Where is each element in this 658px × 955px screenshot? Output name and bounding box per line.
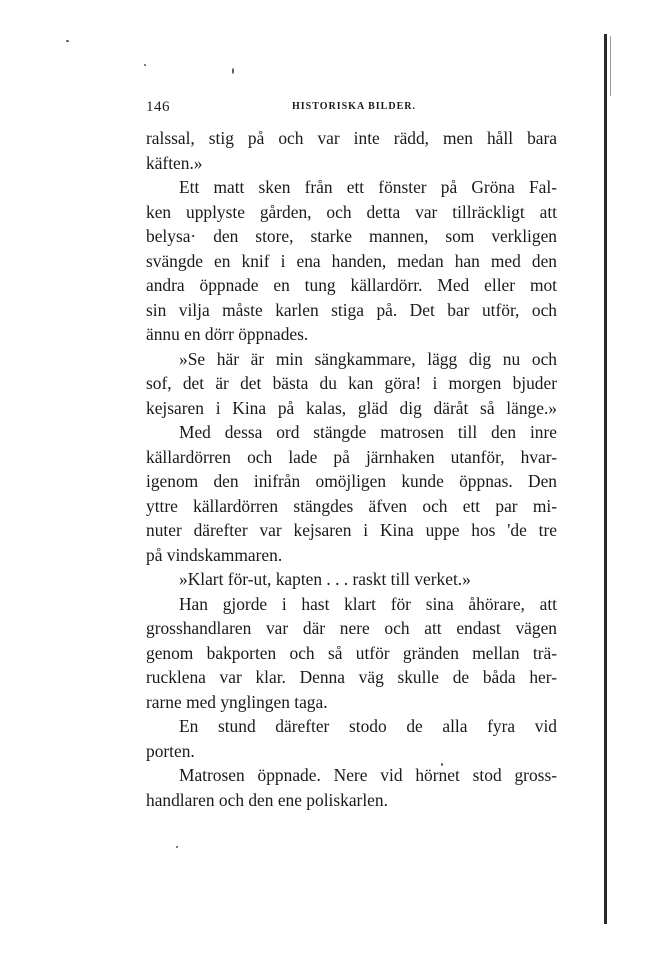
text-line: Ett matt sken från ett fönster på Gröna Fal- — [179, 177, 557, 197]
text-line: källardörren och lade på järnhaken utanför, hvar- — [146, 446, 557, 467]
text-line: käften.» — [146, 152, 203, 173]
text-line: belysa· den store, starke mannen, som verkligen — [146, 226, 557, 246]
text-line: porten. — [146, 740, 195, 761]
text-line: på vindskammaren. — [146, 544, 283, 565]
page-edge-shadow — [604, 34, 607, 924]
text-line: »Se här är min sängkammare, lägg dig nu och — [179, 348, 557, 369]
text-line: handlaren och den ene poliskarlen. — [146, 789, 388, 810]
text-line: ralssal, stig på och var inte rädd, men håll bara — [146, 128, 557, 148]
text-line: sof, det är det bästa du kan göra! i morgen bjuder — [146, 373, 557, 393]
text-line: ken upplyste gården, och detta var tillräckligt att — [146, 201, 557, 222]
text-line: grosshandlaren var där nere och att endast vägen — [146, 618, 557, 638]
text-line: svängde en knif i ena handen, medan han med den — [146, 250, 557, 271]
paper-speck — [66, 40, 69, 42]
text-line: rarne med ynglingen taga. — [146, 691, 328, 712]
text-line: kejsaren i Kina på kalas, gläd dig däråt så länge.» — [146, 397, 557, 418]
body-text — [146, 126, 557, 812]
text-line: Matrosen öppnade. Nere vid hörnet stod gross- — [179, 765, 557, 785]
text-line: rucklena var klar. Denna väg skulle de båda her- — [146, 667, 557, 687]
text-line: ännu en dörr öppnades. — [146, 324, 309, 344]
text-line: nuter därefter var kejsaren i Kina uppe hos 'de tre — [146, 520, 557, 540]
text-line: Han gjorde i hast klart för sina åhörare, att — [179, 593, 557, 614]
running-title: HISTORISKA BILDER. — [292, 101, 416, 112]
paper-speck — [144, 64, 146, 66]
page-edge-mark — [610, 36, 611, 96]
text-line: yttre källardörren stängdes äfven och ett par mi- — [146, 495, 557, 516]
page-number: 146 — [146, 99, 170, 115]
text-line: En stund därefter stodo de alla fyra vid — [179, 716, 557, 736]
text-line: andra öppnade en tung källardörr. Med eller mot — [146, 275, 557, 295]
text-line: Med dessa ord stängde matrosen till den inre — [179, 422, 557, 442]
text-line: »Klart för-ut, kapten . . . raskt till verket.» — [179, 569, 471, 589]
text-line: genom bakporten och så utför gränden mellan trä- — [146, 642, 557, 663]
paper-speck — [176, 846, 178, 848]
page-header — [146, 99, 558, 119]
paper-speck — [232, 68, 234, 74]
text-line: igenom den inifrån omöjligen kunde öppnas. Den — [146, 471, 557, 491]
text-line: sin vilja måste karlen stiga på. Det bar utför, och — [146, 299, 557, 320]
